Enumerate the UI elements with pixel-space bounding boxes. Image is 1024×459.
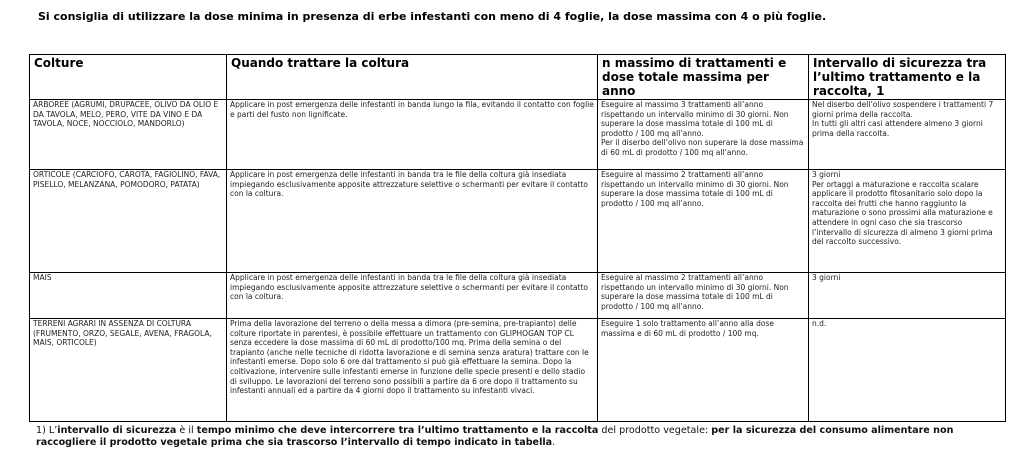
footnote-bold: tempo minimo che deve intercorrere tra l’ultimo trattamento e la raccolta bbox=[196, 425, 599, 436]
header-colture: Colture bbox=[30, 55, 227, 100]
cell-trattamenti: Eseguire 1 solo trattamento all’anno alla dose massima e di 60 mL di prodotto / 100 mq. bbox=[598, 319, 809, 422]
cell-trattamenti bbox=[598, 100, 809, 170]
footnote-bold: intervallo di sicurezza bbox=[57, 425, 177, 436]
footnote-part: del prodotto vegetale: bbox=[598, 425, 712, 436]
footnote bbox=[36, 425, 1008, 449]
table-row bbox=[30, 100, 1006, 170]
cell-trattamenti-text: Eseguire al massimo 3 trattamenti all’anno rispettando un intervallo minimo di 30 giorni. Non superare la dose massima totale di 100 mL di prodotto / 100 mq all’anno. bbox=[601, 100, 789, 138]
cell-coltura: ORTICOLE (CARCIOFO, CAROTA, FAGIOLINO, FAVA, PISELLO, MELANZANA, POMODORO, PATATA) bbox=[30, 170, 227, 273]
treatment-table bbox=[29, 54, 1006, 422]
cell-trattamenti: Eseguire al massimo 2 trattamenti all’anno rispettando un intervallo minimo di 30 giorni. Non superare la dose massima totale di 100 mL di prodotto / 100 mq all’anno. bbox=[598, 273, 809, 319]
cell-intervallo-note: In tutti gli altri casi attendere almeno 3 giorni prima della raccolta. bbox=[812, 119, 983, 138]
table-row bbox=[30, 170, 1006, 273]
cell-quando: Applicare in post emergenza delle infestanti in banda lungo la fila, evitando il contatto con foglie e parti del fusto non lignificate. bbox=[227, 100, 598, 170]
cell-coltura: ARBOREE (AGRUMI, DRUPACEE, OLIVO DA OLIO E DA TAVOLA, MELO, PERO, VITE DA VINO E DA TAVOLA, NOCE, NOCCIOLO, MANDORLO) bbox=[30, 100, 227, 170]
cell-trattamenti: Eseguire al massimo 2 trattamenti all’anno rispettando un intervallo minimo di 30 giorni. Non superare la dose massima totale di 100 mL di prodotto / 100 mq all’anno. bbox=[598, 170, 809, 273]
cell-intervallo-text: 3 giorni bbox=[812, 170, 841, 179]
header-intervallo: Intervallo di sicurezza tra l’ultimo trattamento e la raccolta, 1 bbox=[809, 55, 1006, 100]
dose-recommendation: Si consiglia di utilizzare la dose minima in presenza di erbe infestanti con meno di 4 foglie, la dose massima con 4 o più foglie. bbox=[38, 10, 827, 23]
header-quando: Quando trattare la coltura bbox=[227, 55, 598, 100]
cell-intervallo: n.d. bbox=[809, 319, 1006, 422]
cell-intervallo bbox=[809, 170, 1006, 273]
table-header-row bbox=[30, 55, 1006, 100]
cell-quando: Applicare in post emergenza delle infestanti in banda tra le file della coltura già insediata impiegando esclusivamente apposite attrezzature selettive o schermanti per evitare il contatto con la coltura. bbox=[227, 170, 598, 273]
cell-coltura: MAIS bbox=[30, 273, 227, 319]
cell-quando: Applicare in post emergenza delle infestanti in banda tra le file della coltura già insediata impiegando esclusivamente apposite attrezzature selettive o schermanti per evitare il contatto con la coltura. bbox=[227, 273, 598, 319]
cell-quando: Prima della lavorazione del terreno o della messa a dimora (pre-semina, pre-trapianto) delle colture riportate in parentesi, è possibile effettuare un trattamento con GLIPHOGAN TOP CL senza eccedere la dose massima di 60 mL di prodotto/100 mq. Prima della semina o del trapianto (anche nelle tecniche di ridotta lavorazione e di semina senza aratura) trattare con le infestanti emerse. Dopo solo 6 ore dal trattamento si può già effettuare la semina. Dopo la coltivazione, intervenire sulle infestanti emerse in funzione delle specie presenti e dello stadio di sviluppo. Le lavorazioni del terreno sono possibili a partire da 6 ore dopo il trattamento su infestanti annuali ed a partire da 4 giorni dopo il trattamento su infestanti vivaci. bbox=[227, 319, 598, 422]
cell-intervallo: 3 giorni bbox=[809, 273, 1006, 319]
cell-coltura: TERRENI AGRARI IN ASSENZA DI COLTURA (FRUMENTO, ORZO, SEGALE, AVENA, FRAGOLA, MAIS, ORTICOLE) bbox=[30, 319, 227, 422]
table-row bbox=[30, 319, 1006, 422]
footnote-part: . bbox=[552, 437, 556, 448]
footnote-part: 1) L’ bbox=[36, 425, 58, 436]
footnote-part: è il bbox=[176, 425, 197, 436]
table-row bbox=[30, 273, 1006, 319]
cell-intervallo-note: Per ortaggi a maturazione e raccolta scalare applicare il prodotto fitosanitario solo dopo la raccolta dei frutti che hanno raggiunto la maturazione o sono prossimi alla maturazione e attendere in ogni caso che sia trascorso l’intervallo di sicurezza di almeno 3 giorni prima del raccolto successivo. bbox=[812, 179, 993, 247]
header-trattamenti: n massimo di trattamenti e dose totale massima per anno bbox=[598, 55, 809, 100]
footnote-bold: per la sicurezza del consumo alimentare non raccogliere il prodotto vegetale prima che sia trascorso l’intervallo di tempo indicato in tabella bbox=[36, 425, 954, 448]
cell-trattamenti-note: Per il diserbo dell’olivo non superare la dose massima di 60 mL di prodotto / 100 mq all’anno. bbox=[601, 138, 804, 157]
cell-intervallo bbox=[809, 100, 1006, 170]
cell-intervallo-text: Nel diserbo dell’olivo sospendere i trattamenti 7 giorni prima della raccolta. bbox=[812, 100, 994, 119]
